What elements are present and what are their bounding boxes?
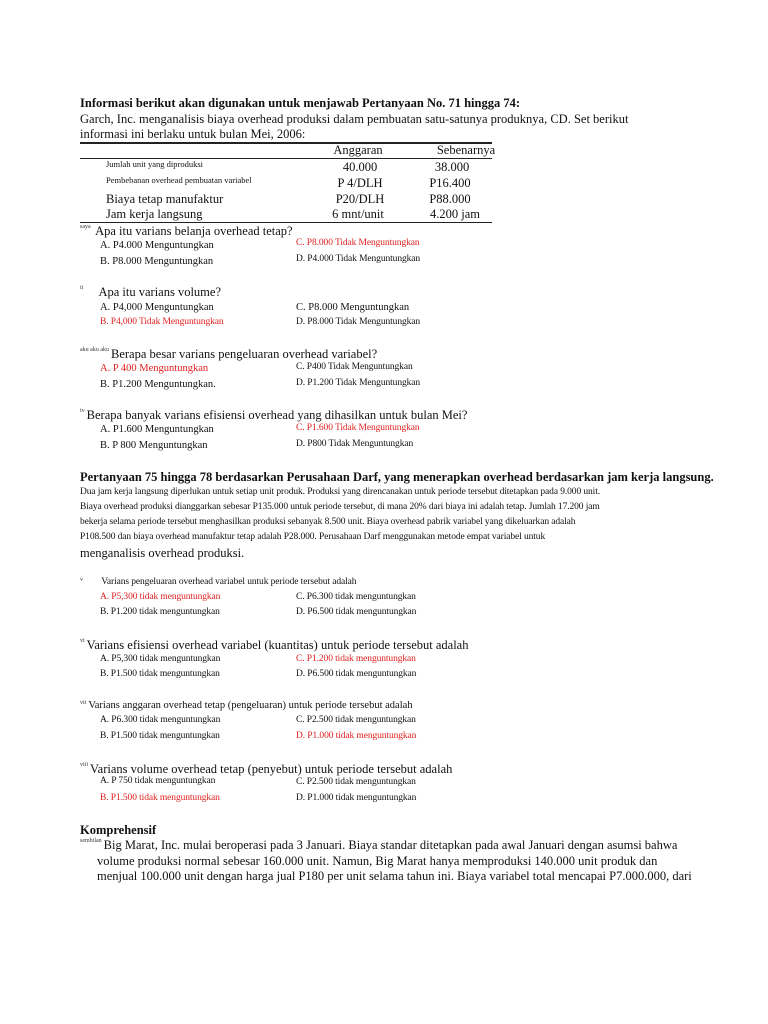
option-c[interactable]: C. P400 Tidak Menguntungkan <box>296 362 413 372</box>
paragraph-line <box>80 838 677 853</box>
table-row-label: Jam kerja langsung <box>106 207 203 221</box>
question-text: Berapa banyak varians efisiensi overhead yang dihasilkan untuk bulan Mei? <box>86 408 468 422</box>
paragraph-line: menganalisis overhead produksi. <box>80 546 245 560</box>
question-text: Berapa besar varians pengeluaran overhead variabel? <box>111 347 378 361</box>
option-b[interactable]: B. P8.000 Menguntungkan <box>100 256 214 267</box>
table-cell: 4.200 jam <box>430 207 480 221</box>
question-number: aku aku aku <box>80 347 109 353</box>
option-c-answer[interactable]: C. P1.200 tidak menguntungkan <box>296 654 416 664</box>
table-cell: 6 mnt/unit <box>332 207 384 221</box>
question-number: vi <box>80 638 85 644</box>
table-cell: P 4/DLH <box>337 176 383 190</box>
option-b-answer[interactable]: B. P1.500 tidak menguntungkan <box>100 793 220 803</box>
option-d[interactable]: D. P1.000 tidak menguntungkan <box>296 793 417 803</box>
paragraph-text: Big Marat, Inc. mulai beroperasi pada 3 Januari. Biaya standar ditetapkan pada awal Januari dengan asumsi bahwa <box>103 838 678 852</box>
intro-line-1: Garch, Inc. menganalisis biaya overhead produksi dalam pembuatan satu-satunya produknya, CD. Set berikut <box>80 112 629 126</box>
option-c-answer[interactable]: C. P8.000 Tidak Menguntungkan <box>296 238 420 248</box>
table-row-label: Jumlah unit yang diproduksi <box>106 159 204 169</box>
option-d[interactable]: D. P4.000 Tidak Menguntungkan <box>296 254 421 264</box>
paragraph-line: menjual 100.000 unit dengan harga jual P180 per unit selama tahun ini. Biaya variabel total mencapai P7.000.000, dari <box>97 869 692 883</box>
question-number: saya <box>80 224 91 230</box>
question-text: Varians pengeluaran overhead variabel untuk periode tersebut adalah <box>101 577 357 587</box>
question-number: viii <box>80 762 89 768</box>
option-b[interactable]: B. P1.200 tidak menguntungkan <box>100 607 220 617</box>
question-text: Varians anggaran overhead tetap (pengeluaran) untuk periode tersebut adalah <box>88 700 413 711</box>
question-text: Varians efisiensi overhead variabel (kuantitas) untuk periode tersebut adalah <box>86 638 469 652</box>
option-b[interactable]: B. P1.500 tidak menguntungkan <box>100 669 220 679</box>
section-heading-2: Pertanyaan 75 hingga 78 berdasarkan Perusahaan Darf, yang menerapkan overhead berdasarkan jam kerja langsung. <box>80 470 714 484</box>
table-bottom-rule <box>80 222 492 223</box>
option-a[interactable]: A. P6.300 tidak menguntungkan <box>100 715 221 725</box>
option-c[interactable]: C. P2.500 tidak menguntungkan <box>296 777 416 787</box>
question-2 <box>80 285 221 300</box>
section-heading-1: Informasi berikut akan digunakan untuk menjawab Pertanyaan No. 71 hingga 74: <box>80 96 521 110</box>
option-d-answer[interactable]: D. P1.000 tidak menguntungkan <box>296 731 417 741</box>
option-b[interactable]: B. P1.200 Menguntungkan. <box>100 379 216 390</box>
table-row-label: Pembebanan overhead pembuatan variabel <box>106 175 252 185</box>
question-3 <box>80 347 377 362</box>
table-cell: 40.000 <box>342 160 378 174</box>
question-number: v <box>80 577 83 583</box>
option-b[interactable]: B. P1.500 tidak menguntungkan <box>100 731 220 741</box>
intro-line-2: informasi ini berlaku untuk bulan Mei, 2006: <box>80 127 306 141</box>
paragraph-line: Biaya overhead produksi dianggarkan sebesar P135.000 untuk periode tersebut, di mana 20% dari biaya ini adalah tetap. Jumlah 17.200 jam <box>80 502 600 512</box>
question-number: sembilan <box>80 838 102 844</box>
question-5 <box>80 577 356 587</box>
option-a[interactable]: A. P 750 tidak menguntungkan <box>100 776 216 786</box>
option-b[interactable]: B. P 800 Menguntungkan <box>100 440 208 451</box>
option-a-answer[interactable]: A. P5,300 tidak menguntungkan <box>100 592 221 602</box>
option-c[interactable]: C. P2.500 tidak menguntungkan <box>296 715 416 725</box>
option-a[interactable]: A. P1.600 Menguntungkan <box>100 424 214 435</box>
paragraph-line: P108.500 dan biaya overhead manufaktur tetap adalah P28.000. Perusahaan Darf menggunakan metode empat variabel untuk <box>80 532 546 542</box>
table-header-budget: Anggaran <box>333 143 383 157</box>
table-cell: P20/DLH <box>335 192 385 206</box>
section-heading-3: Komprehensif <box>80 823 157 837</box>
option-b-answer[interactable]: B. P4,000 Tidak Menguntungkan <box>100 317 224 327</box>
question-4 <box>80 408 467 423</box>
question-text: Varians volume overhead tetap (penyebut) untuk periode tersebut adalah <box>90 762 453 776</box>
option-a-answer[interactable]: A. P 400 Menguntungkan <box>100 363 209 374</box>
option-c[interactable]: C. P8.000 Menguntungkan <box>296 302 410 313</box>
option-d[interactable]: D. P6.500 tidak menguntungkan <box>296 669 417 679</box>
option-d[interactable]: D. P800 Tidak Menguntungkan <box>296 439 414 449</box>
question-7 <box>80 700 413 711</box>
option-a[interactable]: A. P4.000 Menguntungkan <box>100 240 214 251</box>
table-cell: P88.000 <box>429 192 471 206</box>
option-d[interactable]: D. P6.500 tidak menguntungkan <box>296 607 417 617</box>
question-1 <box>80 224 293 239</box>
option-c-answer[interactable]: C. P1.600 Tidak Menguntungkan <box>296 423 420 433</box>
question-number: iv <box>80 408 85 414</box>
question-number: vii <box>80 700 87 706</box>
question-text: Apa itu varians belanja overhead tetap? <box>95 224 293 238</box>
paragraph-line: Dua jam kerja langsung diperlukan untuk setiap unit produk. Produksi yang direncanakan untuk periode tersebut ditetapkan pada 9.000 unit. <box>80 487 601 497</box>
question-text: Apa itu varians volume? <box>98 285 222 299</box>
table-cell: P16.400 <box>429 176 471 190</box>
option-c[interactable]: C. P6.300 tidak menguntungkan <box>296 592 416 602</box>
table-cell: 38.000 <box>434 160 470 174</box>
table-row-label: Biaya tetap manufaktur <box>106 192 224 206</box>
question-6 <box>80 638 468 653</box>
question-8 <box>80 762 452 777</box>
paragraph-line: bekerja selama periode tersebut menghasilkan produksi sebanyak 8.500 unit. Biaya overhead pabrik variabel yang dikeluarkan adalah <box>80 517 576 527</box>
option-d[interactable]: D. P8.000 Tidak Menguntungkan <box>296 317 421 327</box>
option-d[interactable]: D. P1.200 Tidak Menguntungkan <box>296 378 421 388</box>
table-header-actual: Sebenarnya <box>436 143 496 157</box>
table-top-rule <box>80 142 492 144</box>
paragraph-line: volume produksi normal sebesar 160.000 unit. Namun, Big Marat hanya memproduksi 140.000 unit produk dan <box>97 854 658 868</box>
option-a[interactable]: A. P5,300 tidak menguntungkan <box>100 654 221 664</box>
option-a[interactable]: A. P4,000 Menguntungkan <box>100 302 214 313</box>
question-number: ii <box>80 285 84 291</box>
